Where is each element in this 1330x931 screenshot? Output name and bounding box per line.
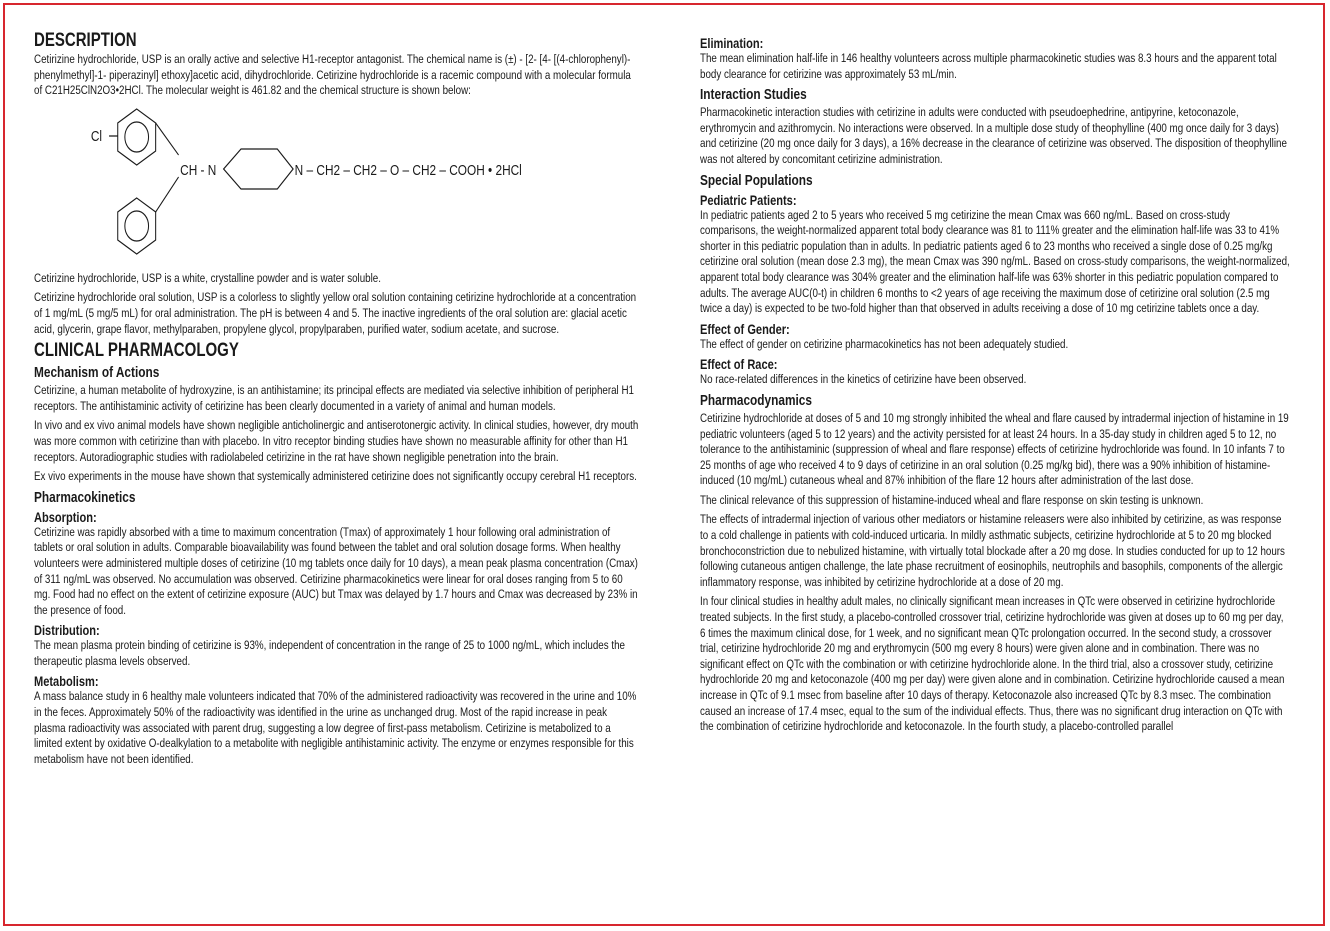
left-column bbox=[34, 31, 640, 771]
elimination-heading: Elimination: bbox=[700, 35, 764, 51]
pharmacodynamics-paragraph-3: The effects of intradermal injection of various other mediators or histamine releasers were also inhibited by cetirizine, as was response to a cold challenge in patients with cold-induced urticaria. In mildly asthmatic subjects, cetirizine hydrochloride at 5 to 20 mg blocked bronchoconstriction due to nebulized histamine, with virtually total blockade after a 20 mg dose. In studies conducted for up to 12 hours following cutaneous antigen challenge, the late phase recruitment of eosinophils, neutrophils and basophils, components of the allergic inflammatory response, was inhibited by cetirizine hydrochloride at a dose of 20 mg. bbox=[700, 512, 1285, 589]
absorption-heading: Absorption: bbox=[34, 508, 97, 525]
absorption-paragraph: Cetirizine was rapidly absorbed with a time to maximum concentration (Tmax) of approximately 1 hour following oral administration of tablets or oral solution in adults. Comparable bioavailability was found between the tablet and oral solution dosage forms. When healthy volunteers were administered multiple doses of cetirizine (10 mg tablets once daily for 10 days), a mean peak plasma concentration (Cmax) of 311 ng/mL was observed. No accumulation was observed. Cetirizine pharmacokinetics were linear for oral doses ranging from 5 to 60 mg. Food had no effect on the extent of cetirizine exposure (AUC) but Tmax was delayed by 1.7 hours and Cmax was decreased by 23% in the presence of food. bbox=[34, 524, 638, 617]
ch-n-label: CH - N bbox=[180, 161, 217, 179]
chemical-structure bbox=[34, 103, 640, 271]
race-paragraph: No race-related differences in the kinetics of cetirizine have been observed. bbox=[700, 372, 1027, 387]
phenyl-ring bbox=[118, 198, 156, 254]
pharmacodynamics-paragraph-2: The clinical relevance of this suppression of histamine-induced wheal and flare response on skin testing is unknown. bbox=[700, 492, 1204, 507]
elimination-paragraph: The mean elimination half-life in 146 healthy volunteers across multiple pharmacokinetic studies was 8.3 hours and the apparent total body clearance for cetirizine was approximately 53 mL/min. bbox=[700, 51, 1277, 81]
pharmacodynamics-paragraph-1: Cetirizine hydrochloride at doses of 5 and 10 mg strongly inhibited the wheal and flare caused by intradermal injection of histamine in 19 pediatric volunteers (aged 5 to 12 years) and the activity persisted for at least 24 hours. In a 35-day study in children aged 5 to 12, no tolerance to the antihistaminic (suppression of wheal and flare response) effects of cetirizine hydrochloride was found. In 10 infants 7 to 25 months of age who received 4 to 9 days of cetirizine in an oral solution (0.25 mg/kg bid), there was a 90% inhibition of histamine-induced (10 mg/mL) cutaneous wheal and 87% inhibition of the flare 12 hours after administration of the last dose. bbox=[700, 410, 1289, 488]
description-heading: DESCRIPTION bbox=[34, 30, 137, 51]
distribution-paragraph: The mean plasma protein binding of cetirizine is 93%, independent of concentration in the range of 25 to 1000 ng/mL, which includes the therapeutic plasma levels observed. bbox=[34, 638, 625, 668]
right-column bbox=[700, 33, 1290, 739]
description-paragraph-3: Cetirizine hydrochloride oral solution, USP is a colorless to slightly yellow oral solution containing cetirizine hydrochloride at a concentration of 1 mg/mL (5 mg/5 mL) for oral administration. The pH is between 4 and 5. The inactive ingredients of the oral solution are: glacial acetic acid, glycerin, grape flavor, methylparaben, propylene glycol, propylparaben, purified water, sodium acetate, and sucrose. bbox=[34, 290, 637, 336]
chemical-structure-diagram bbox=[89, 103, 531, 263]
race-heading: Effect of Race: bbox=[700, 356, 778, 373]
distribution-heading: Distribution: bbox=[34, 622, 100, 639]
mechanism-paragraph-1: Cetirizine, a human metabolite of hydroxyzine, is an antihistamine; its principal effects are mediated via selective inhibition of peripheral H1 receptors. The antihistaminic activity of cetirizine has been clearly documented in a variety of animal and human models. bbox=[34, 383, 634, 413]
gender-paragraph: The effect of gender on cetirizine pharmacokinetics has not been adequately studied. bbox=[700, 336, 1069, 351]
side-chain-label: N – CH2 – CH2 – O – CH2 – COOH • 2HCl bbox=[294, 161, 522, 179]
pediatric-heading: Pediatric Patients: bbox=[700, 191, 797, 208]
metabolism-paragraph: A mass balance study in 6 healthy male volunteers indicated that 70% of the administered radioactivity was recovered in the urine and 10% in the feces. Approximately 50% of the radioactivity was identified in the urine as unchanged drug. Most of the rapid increase in peak plasma radioactivity was associated with parent drug, suggesting a low degree of first-pass metabolism. Cetirizine is metabolized to a limited extent by oxidative O-dealkylation to a metabolite with negligible antihistaminic activity. The enzyme or enzymes responsible for this metabolism have not been identified. bbox=[34, 689, 637, 766]
description-paragraph-2: Cetirizine hydrochloride, USP is a white, crystalline powder and is water soluble. bbox=[34, 270, 381, 285]
clinical-pharmacology-heading: CLINICAL PHARMACOLOGY bbox=[34, 340, 239, 362]
piperazine-ring bbox=[224, 149, 294, 189]
mechanism-paragraph-3: Ex vivo experiments in the mouse have shown that systemically administered cetirizine does not significantly occupy cerebral H1 receptors. bbox=[34, 469, 637, 484]
mechanism-heading: Mechanism of Actions bbox=[34, 364, 160, 382]
special-populations-heading: Special Populations bbox=[700, 171, 813, 189]
mechanism-paragraph-2: In vivo and ex vivo animal models have shown negligible anticholinergic and antiserotonergic activity. In clinical studies, however, dry mouth was more common with cetirizine than with placebo. In vitro receptor binding studies have shown no measurable affinity for other than H1 receptors. Autoradiographic studies with radiolabeled cetirizine in the rat have shown negligible penetration into the brain. bbox=[34, 418, 639, 464]
pharmacodynamics-paragraph-4: In four clinical studies in healthy adult males, no clinically significant mean increases in QTc were observed in cetirizine hydrochloride treated subjects. In the first study, a placebo-controlled crossover trial, cetirizine hydrochloride was given at doses up to 60 mg per day, 6 times the maximum clinical dose, for 1 week, and no significant mean QTc prolongation occurred. In the second study, a crossover trial, cetirizine hydrochloride 20 mg and erythromycin (500 mg every 8 hours) were given alone and in combination. There was no significant effect on QTc with the combination or with cetirizine hydrochloride alone. In the third trial, also a crossover study, cetirizine hydrochloride 20 mg and ketoconazole (400 mg per day) were given alone and in combination. Cetirizine hydrochloride caused a mean increase in QTc of 9.1 msec from baseline after 10 days of therapy. Ketoconazole also increased QTc by 8.3 msec. The combination caused an increase of 17.4 msec, equal to the sum of the individual effects. Thus, there was no significant drug interaction on QTc with the combination of cetirizine hydrochloride and ketoconazole. In the fourth study, a placebo-controlled parallel bbox=[700, 594, 1285, 734]
interaction-studies-heading: Interaction Studies bbox=[700, 86, 807, 104]
interaction-studies-paragraph: Pharmacokinetic interaction studies with cetirizine in adults were conducted with pseudoephedrine, antipyrine, ketoconazole, erythromycin and azithromycin. No interactions were observed. In a multiple dose study of theophylline (400 mg once daily for 3 days) and cetirizine (20 mg once daily for 3 days), a 16% decrease in the clearance of cetirizine was observed. The disposition of theophylline was not altered by concomitant cetirizine administration. bbox=[700, 105, 1287, 166]
pediatric-paragraph: In pediatric patients aged 2 to 5 years who received 5 mg cetirizine the mean Cmax was 660 ng/mL. Based on cross-study comparisons, the weight-normalized apparent total body clearance was 81 to 111% greater and the elimination half-life was 33 to 41% shorter in this pediatric population than in adults. In pediatric patients aged 6 to 23 months who received a single dose of 0.25 mg/kg cetirizine oral solution (mean dose 2.3 mg), the mean Cmax was 390 ng/mL. Based on cross-study comparisons, the weight-normalized, apparent total body clearance was 304% greater and the elimination half-life was 63% shorter in this pediatric population compared to adults. The average AUC(0-t) in children 6 months to <2 years of age receiving the maximum dose of cetirizine oral solution (2.5 mg twice a day) is expected to be two-fold higher than that observed in adults receiving a dose of 10 mg cetirizine tablets once a day. bbox=[700, 207, 1290, 316]
chlorophenyl-ring bbox=[118, 109, 156, 165]
description-paragraph-1: Cetirizine hydrochloride, USP is an orally active and selective H1-receptor antagonist. The chemical name is (±) - [2- [4- [(4-chlorophenyl)-phenylmethyl]-1- piperazinyl] ethoxy]acetic acid, dihydrochloride. Cetirizine hydrochloride is a racemic compound with a molecular formula of C21H25ClN2O3•2HCl. The molecular weight is 461.82 and the chemical structure is shown below: bbox=[34, 52, 631, 98]
chlorine-label: Cl bbox=[90, 127, 103, 145]
gender-heading: Effect of Gender: bbox=[700, 320, 790, 337]
metabolism-heading: Metabolism: bbox=[34, 673, 99, 690]
pharmacodynamics-heading: Pharmacodynamics bbox=[700, 391, 812, 409]
pharmacokinetics-heading: Pharmacokinetics bbox=[34, 488, 136, 506]
